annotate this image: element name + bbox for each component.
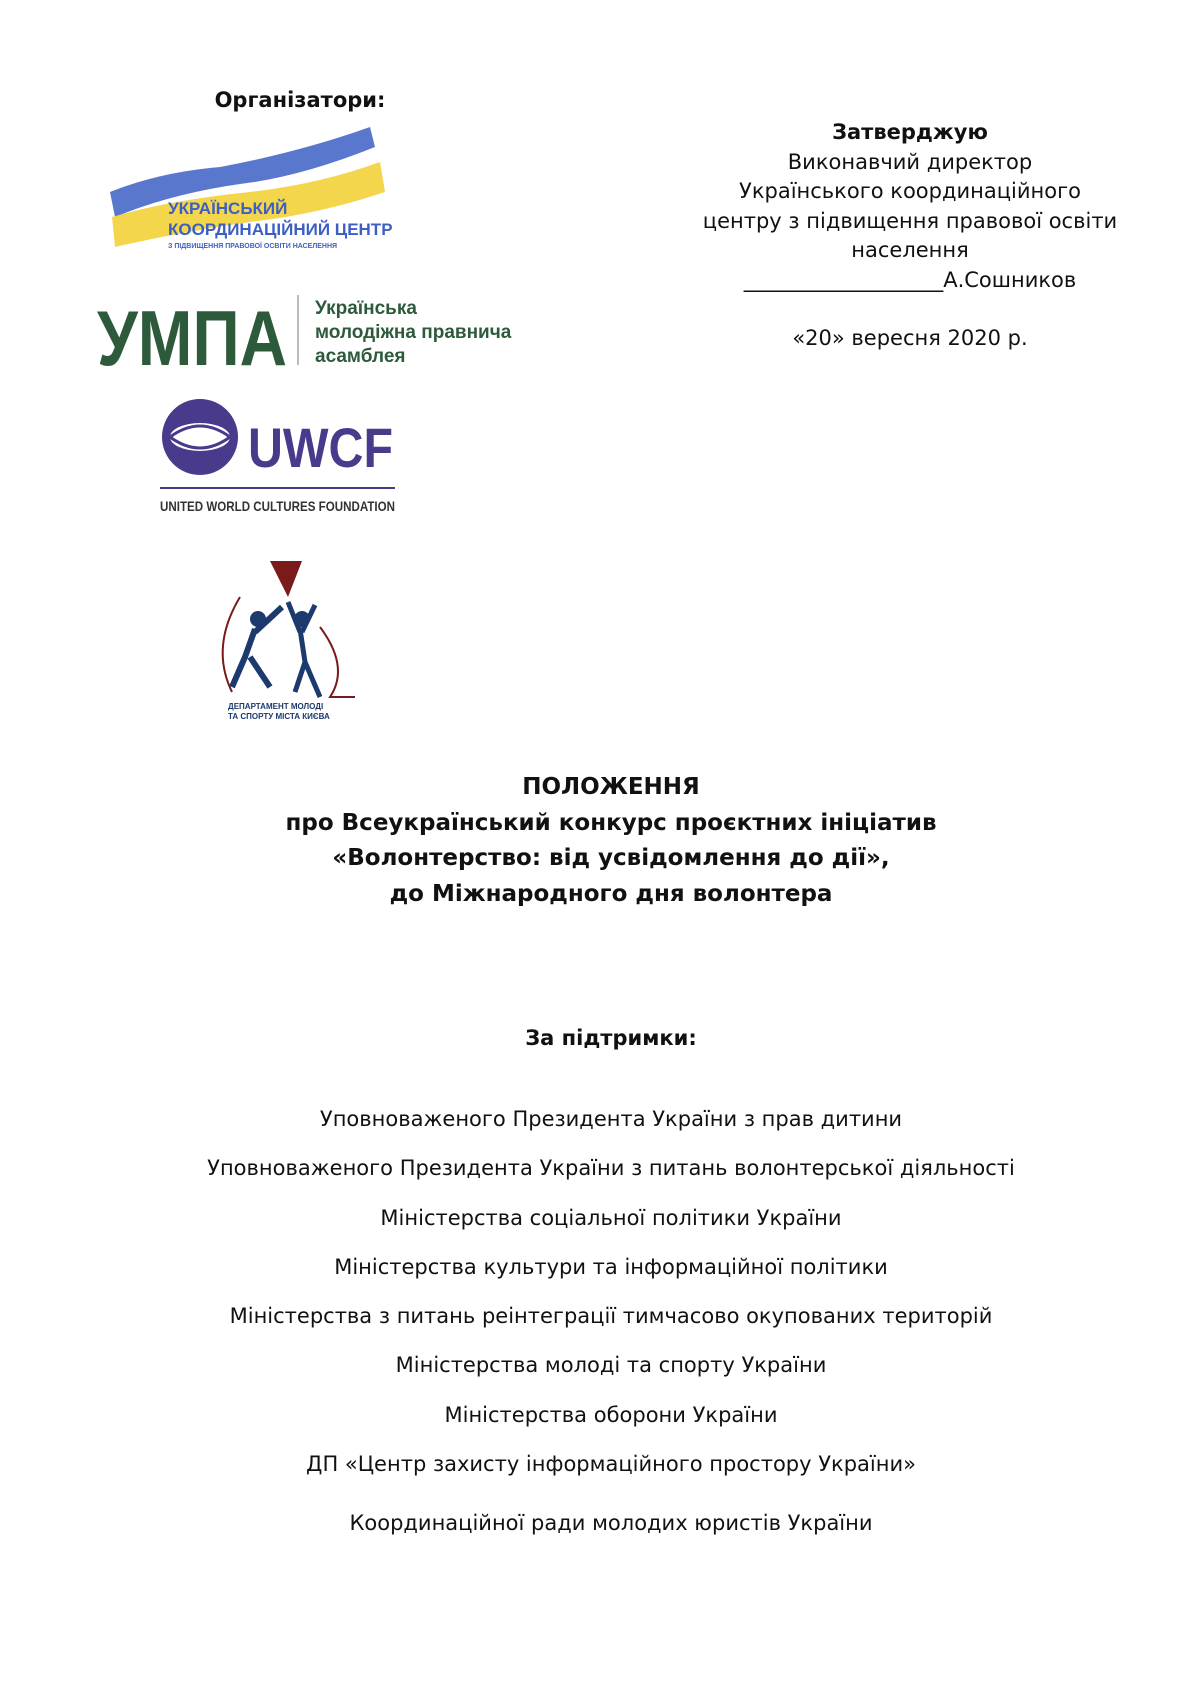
- support-heading: За підтримки:: [525, 1026, 697, 1050]
- title-line: до Міжнародного дня волонтера: [389, 880, 833, 907]
- support-item: ДП «Центр захисту інформаційного простору України»: [306, 1452, 916, 1477]
- uwcf-abbr: UWCF: [248, 416, 393, 479]
- approval-line: населення: [851, 238, 969, 262]
- umpa-line1: Українська: [315, 298, 417, 319]
- approval-date: «20» вересня 2020 р.: [792, 326, 1028, 350]
- title-line: «Волонтерство: від усвідомлення до дії»,: [332, 845, 890, 871]
- support-item: Уповноваженого Президента України з прав дитини: [319, 1107, 903, 1131]
- ukc-line3: З ПІДВИЩЕННЯ ПРАВОВОЇ ОСВІТИ НАСЕЛЕННЯ: [168, 243, 338, 250]
- support-item: Міністерства молоді та спорту України: [395, 1353, 827, 1378]
- umpa-abbr: УМПА: [97, 294, 287, 382]
- umpa-logo: [97, 290, 512, 382]
- document-title: [100, 770, 1122, 912]
- approval-block: [660, 118, 1160, 354]
- uwcf-logo: [160, 395, 400, 520]
- approval-line: Українського координаційного: [739, 179, 1081, 203]
- uwcf-full: UNITED WORLD CULTURES FOUNDATION: [160, 498, 395, 514]
- title-line: про Всеукраїнський конкурс проєктних ініціатив: [285, 809, 937, 836]
- support-item: Міністерства культури та інформаційної політики: [334, 1254, 888, 1279]
- support-item: Міністерства з питань реінтеграції тимчасово окупованих територій: [229, 1304, 993, 1329]
- dept-logo: [210, 557, 360, 725]
- dept-line2: ТА СПОРТУ МІСТА КИЄВА: [228, 712, 330, 721]
- support-item: Міністерства оборони України: [444, 1402, 778, 1427]
- approval-signature: ___________________А.Сошников: [743, 267, 1077, 292]
- title-line: ПОЛОЖЕННЯ: [522, 774, 700, 800]
- umpa-line3: асамблея: [315, 346, 406, 367]
- ukc-line2: КООРДИНАЦІЙНИЙ ЦЕНТР: [168, 220, 393, 239]
- support-item: Міністерства соціальної політики України: [380, 1205, 842, 1230]
- umpa-line2: молодіжна правнича: [315, 322, 512, 343]
- support-item: Координаційної ради молодих юристів України: [349, 1511, 873, 1536]
- ukc-logo: [100, 122, 420, 262]
- dept-line1: ДЕПАРТАМЕНТ МОЛОДІ: [228, 702, 324, 711]
- approval-line: центру з підвищення правової освіти: [702, 208, 1118, 233]
- ukc-line1: УКРАЇНСЬКИЙ: [168, 199, 288, 218]
- organizers-label: Організатори:: [214, 88, 386, 112]
- approval-line: Виконавчий директор: [787, 149, 1033, 174]
- support-list: [60, 1104, 1162, 1558]
- approval-heading: Затверджую: [832, 120, 988, 144]
- support-item: Уповноваженого Президента України з питань волонтерської діяльності: [207, 1156, 1015, 1181]
